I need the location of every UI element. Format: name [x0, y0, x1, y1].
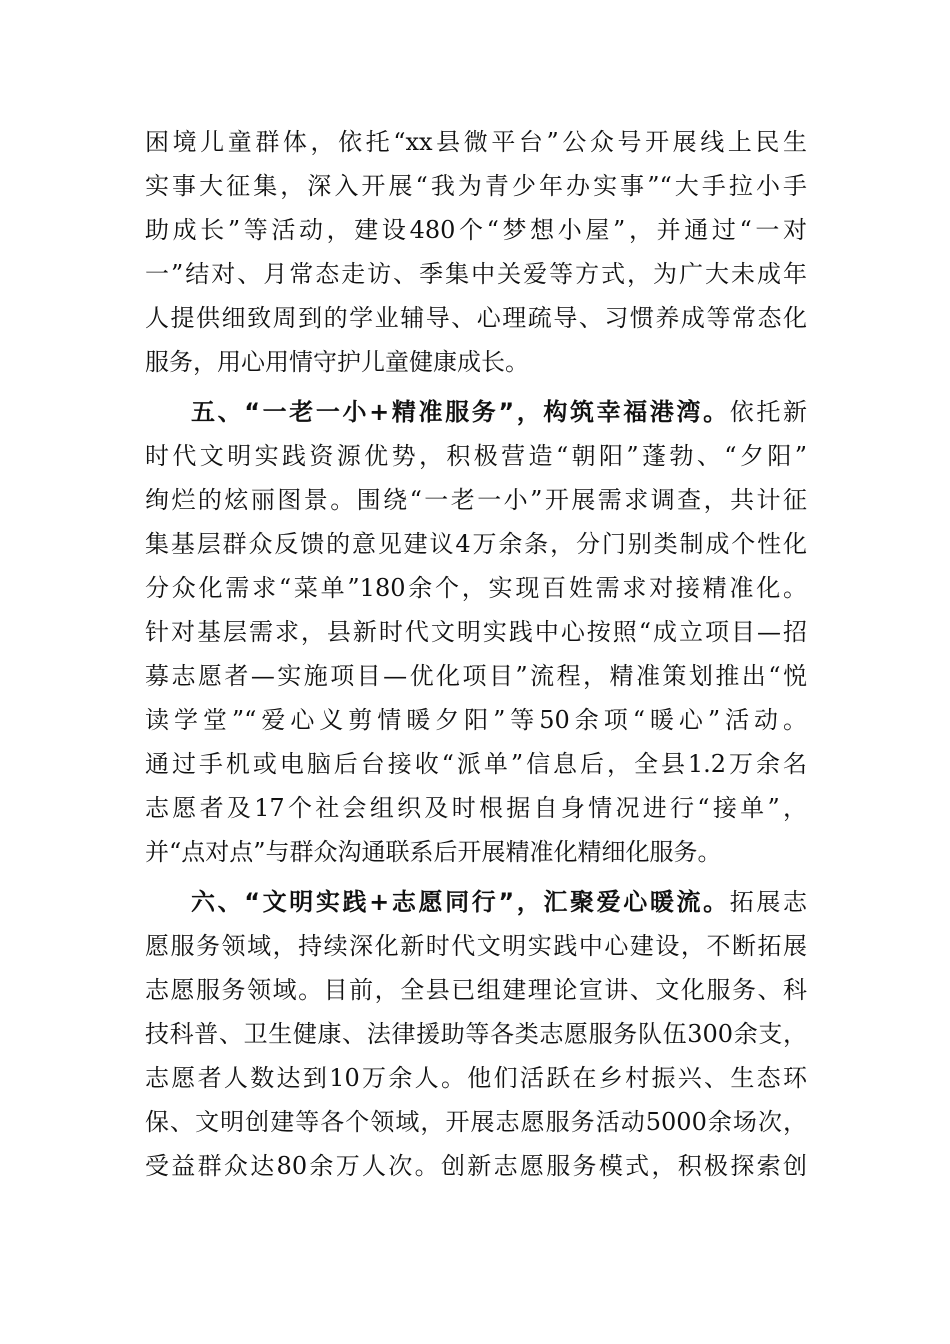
text-line: 志愿者人数达到10万余人。他们活跃在乡村振兴、生态环	[145, 1064, 807, 1092]
text-line: 分众化需求“菜单”180余个，实现百姓需求对接精准化。	[145, 574, 807, 602]
text-line: 通过手机或电脑后台接收“派单”信息后，全县1.2万余名	[145, 750, 807, 778]
text-line: 助成长”等活动，建设480个“梦想小屋”，并通过“一对	[145, 216, 807, 244]
paragraph-section-five	[145, 390, 807, 874]
text-line: 受益群众达80余万人次。创新志愿服务模式，积极探索创	[145, 1152, 807, 1180]
text-line: 读学堂”“爱心义剪情暖夕阳”等50余项“暖心”活动。	[145, 706, 807, 734]
text-line: 并“点对点”与群众沟通联系后开展精准化精细化服务。	[145, 838, 722, 866]
document-page	[145, 120, 807, 1194]
text-line: 一”结对、月常态走访、季集中关爱等方式，为广大未成年	[145, 260, 807, 288]
text-line: 人提供细致周到的学业辅导、心理疏导、习惯养成等常态化	[145, 304, 807, 332]
paragraph-children-services	[145, 120, 807, 384]
text-line: 技科普、卫生健康、法律援助等各类志愿服务队伍300余支，	[145, 1020, 807, 1048]
text-line: 实事大征集，深入开展“我为青少年办实事”“大手拉小手	[145, 172, 807, 200]
text-line: 募志愿者—实施项目—优化项目”流程，精准策划推出“悦	[145, 662, 807, 690]
text-line: 集基层群众反馈的意见建议4万余条，分门别类制成个性化	[145, 530, 807, 558]
text-line: 绚烂的炫丽图景。围绕“一老一小”开展需求调查，共计征	[145, 486, 807, 514]
text-line: 困境儿童群体，依托“xx县微平台”公众号开展线上民生	[145, 128, 807, 156]
text-line: 服务，用心用情守护儿童健康成长。	[145, 348, 529, 376]
text-line: 时代文明实践资源优势，积极营造“朝阳”蓬勃、“夕阳”	[145, 442, 807, 470]
text-line: 保、文明创建等各个领域，开展志愿服务活动5000余场次，	[145, 1108, 807, 1136]
heading-line	[145, 390, 807, 434]
heading-tail-text: 拓展志	[729, 888, 808, 916]
paragraph-section-six	[145, 880, 807, 1188]
section-heading: 五、“一老一小+精准服务”，构筑幸福港湾。	[191, 398, 730, 426]
text-line: 针对基层需求，县新时代文明实践中心按照“成立项目—招	[145, 618, 807, 646]
text-line: 志愿服务领域。目前，全县已组建理论宣讲、文化服务、科	[145, 976, 807, 1004]
section-heading: 六、“文明实践+志愿同行”，汇聚爱心暖流。	[191, 888, 730, 916]
heading-line	[145, 880, 807, 924]
text-line: 愿服务领域，持续深化新时代文明实践中心建设，不断拓展	[145, 932, 807, 960]
heading-tail-text: 依托新	[729, 398, 808, 426]
text-line: 志愿者及17个社会组织及时根据自身情况进行“接单”，	[145, 794, 807, 822]
